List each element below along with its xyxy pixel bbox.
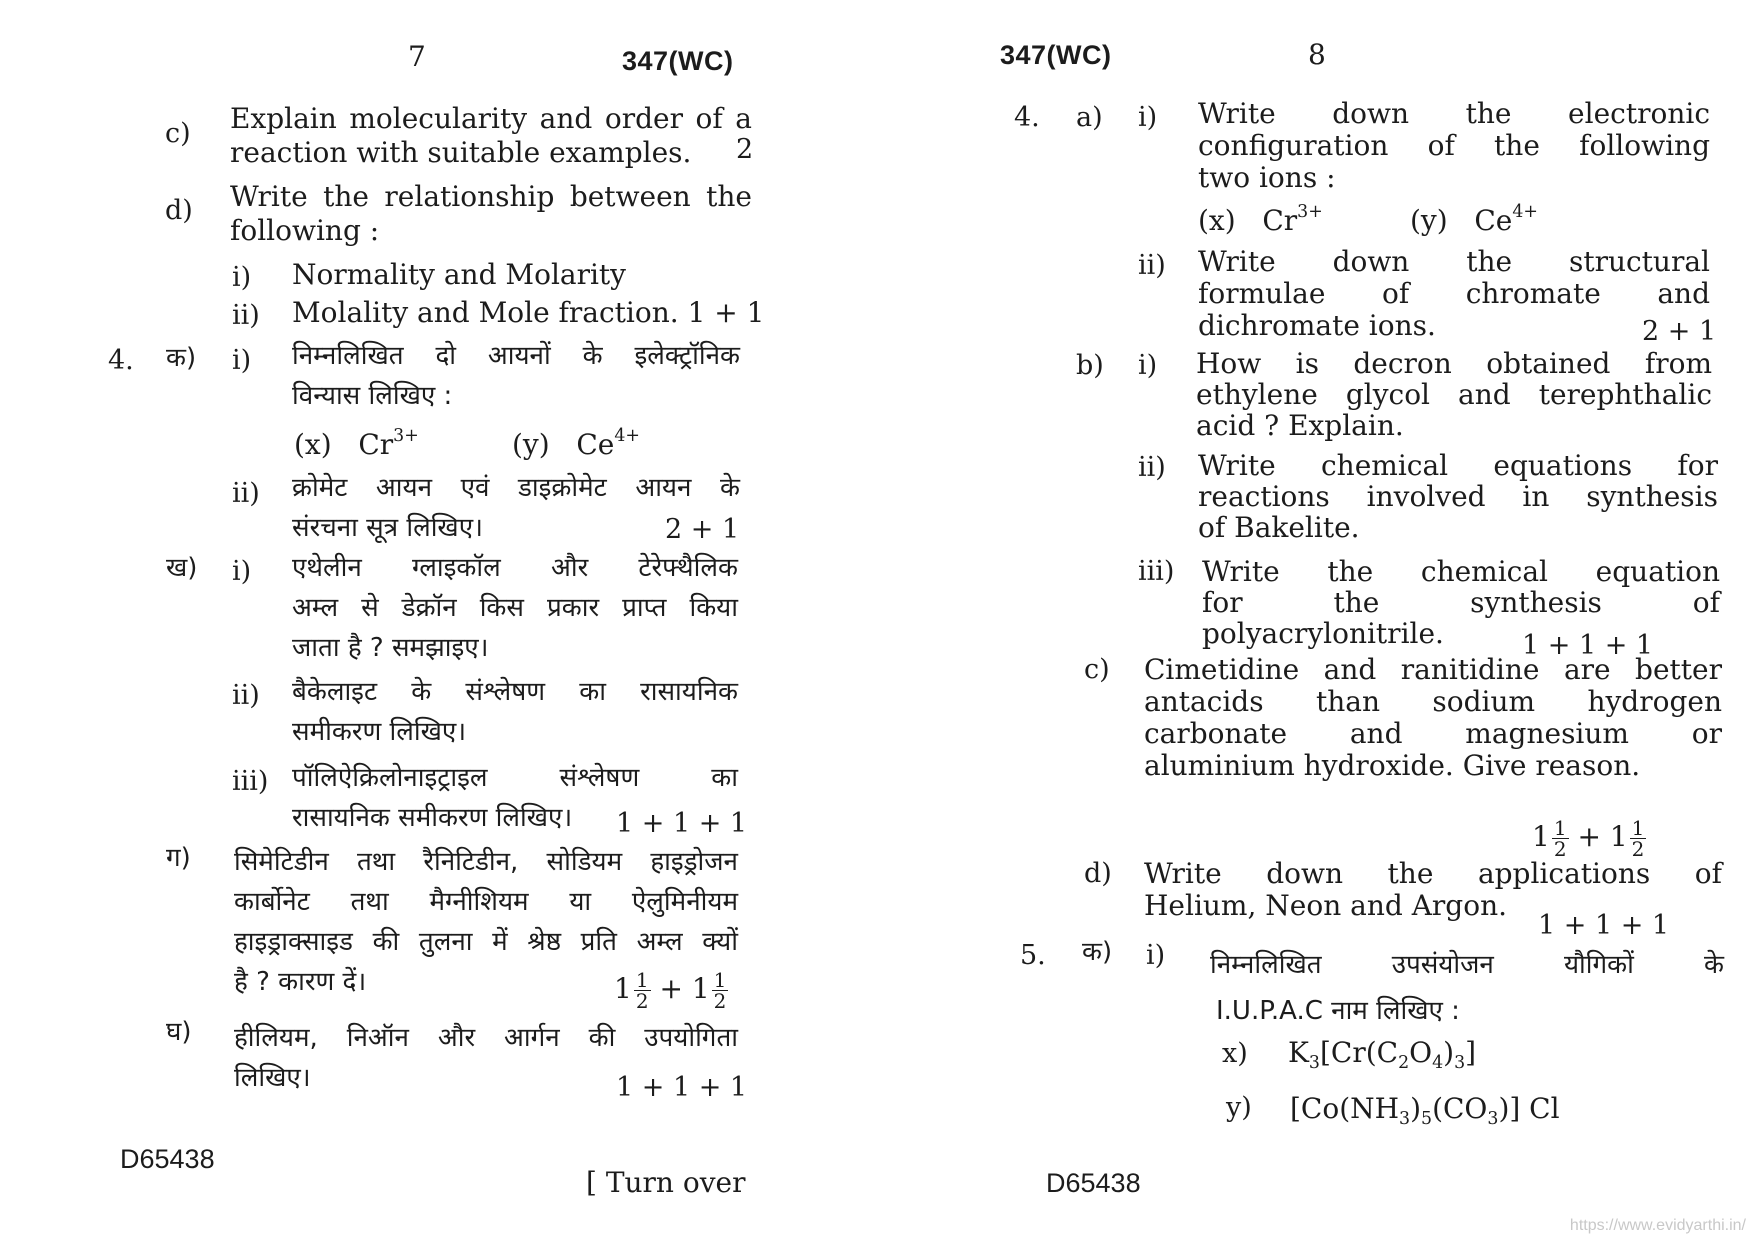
hindi-text-ga: सिमेटिडीन तथा रैनिटिडीन, सोडियम हाइड्रोजन कार्बोनेट तथा मैग्नीशियम या ऐलुमिनीयम हाइड्राक्साइड की तुलना में श्रेष्ठ प्रति अम्ल क्यों है ? कारण दें।: [234, 847, 738, 997]
question-label-c: c): [165, 118, 191, 149]
sub-label-i: i): [232, 345, 252, 376]
formula-y: $[Co(NH_3)_5(CO_3)]$ Cl: [1290, 1092, 1560, 1130]
sub-label-y: y): [1226, 1092, 1252, 1123]
question-number-4: 4.: [1014, 102, 1040, 133]
paper-code: 347(WC): [622, 46, 734, 76]
hindi-text-kha-ii: बैकेलाइट के संश्लेषण का रासायनिक समीकरण लिखिए।: [292, 677, 738, 747]
marks-ka: 2 + 1: [665, 514, 740, 545]
question-number-4: 4.: [108, 345, 134, 376]
formula-x: $K_3[Cr(C_2O_4)_3]$: [1288, 1036, 1477, 1074]
question-b-iii-text: Write the chemical equation for the synthesis of polyacrylonitrile.: [1202, 555, 1720, 650]
sub-label-iii: iii): [232, 766, 269, 797]
question-label-c: c): [1084, 654, 1110, 685]
hindi-label-ga: ग): [166, 843, 191, 873]
footer-code: D65438: [120, 1144, 215, 1174]
question-label-d: d): [1084, 858, 1112, 889]
hindi-label-ka: क): [166, 343, 197, 373]
relation-ii: Molality and Mole fraction. 1 + 1: [292, 296, 765, 329]
marks-ga: 1 $\frac{1}{2}$ + 1 $\frac{1}{2}$: [614, 968, 727, 1013]
question-b-i-text: How is decron obtained from ethylene glycol and terephthalic acid ? Explain.: [1196, 347, 1712, 442]
sub-label-ii: ii): [1138, 250, 1166, 281]
sub-label-ii: ii): [1138, 452, 1166, 483]
marks-a: 2 + 1: [1642, 316, 1717, 347]
question-label-a: a): [1076, 102, 1103, 133]
question-c-text: Cimetidine and ranitidine are better antacids than sodium hydrogen carbonate and magnesium or aluminium hydroxide. Give reason.: [1144, 653, 1722, 782]
footer-code: D65438: [1046, 1168, 1141, 1198]
ion-y: (y) $Ce^{4+}$: [512, 425, 640, 461]
hindi-text-gha: हीलियम, निऑन और आर्गन की उपयोगिता लिखिए।: [234, 1023, 738, 1093]
sub-label-iii: iii): [1138, 556, 1175, 587]
sub-label-x: x): [1222, 1038, 1248, 1069]
question-c-text: Explain molecularity and order of a reaction with suitable examples.: [230, 102, 752, 169]
marks-b: 1 + 1 + 1: [1522, 630, 1654, 661]
marks-gha: 1 + 1 + 1: [616, 1072, 748, 1103]
hindi-label-kha: ख): [166, 553, 198, 583]
question-d-text: Write the relationship between the following :: [230, 180, 752, 247]
page-number: 8: [1308, 38, 1326, 71]
sub-label-i: i): [1138, 102, 1158, 133]
hindi-label-ka: क): [1082, 937, 1113, 967]
sub-label-i: i): [1146, 940, 1166, 971]
marks-kha: 1 + 1 + 1: [616, 808, 748, 839]
sub-label-ii: ii): [232, 478, 260, 509]
paper-code: 347(WC): [1000, 40, 1112, 70]
question-d-text: Write down the applications of Helium, Neon and Argon.: [1144, 857, 1722, 922]
sub-label-i: i): [232, 556, 252, 587]
hindi-label-gha: घ): [166, 1017, 192, 1047]
hindi-text-kha-i: एथेलीन ग्लाइकॉल और टेरेफ्थैलिक अम्ल से डेक्रॉन किस प्रकार प्राप्त किया जाता है ? समझाइए।: [292, 553, 738, 663]
ion-x: (x) $Cr^{3+}$: [1198, 201, 1323, 237]
hindi-text-ka-ii: क्रोमेट आयन एवं डाइक्रोमेट आयन के संरचना सूत्र लिखिए।: [292, 473, 740, 543]
hindi-text-kha-iii: पॉलिऐक्रिलोनाइट्राइल संश्लेषण का रासायनिक समीकरण लिखिए।: [292, 763, 738, 833]
question-b-ii-text: Write chemical equations for reactions involved in synthesis of Bakelite.: [1198, 449, 1718, 544]
hindi-text-5-ka-i: निम्नलिखित उपसंयोजन यौगिकों के I.U.P.A.C नाम लिखिए :: [1210, 950, 1724, 1026]
question-label-b: b): [1076, 350, 1104, 381]
marks-c: 1 $\frac{1}{2}$ + 1 $\frac{1}{2}$: [1532, 816, 1645, 861]
right-page: [880, 0, 1754, 1241]
question-number-5: 5.: [1020, 940, 1046, 971]
sub-label-i: i): [1138, 350, 1158, 381]
marks-c: 2: [736, 134, 754, 165]
question-label-d: d): [165, 195, 193, 226]
marks-d: 1 + 1 + 1: [1538, 910, 1670, 941]
question-a-i-text: Write down the electronic configuration of the following two ions :: [1198, 97, 1710, 194]
ion-y: (y) $Ce^{4+}$: [1410, 201, 1538, 237]
watermark: https://www.evidyarthi.in/: [1569, 1217, 1746, 1234]
hindi-text-ka-i: निम्नलिखित दो आयनों के इलेक्ट्रॉनिक विन्यास लिखिए :: [292, 341, 740, 411]
sub-label-i: i): [232, 262, 252, 293]
sub-label-ii: ii): [232, 300, 260, 331]
relation-i: Normality and Molarity: [292, 258, 627, 291]
left-page: [0, 0, 860, 1241]
ion-x: (x) $Cr^{3+}$: [294, 425, 419, 461]
turn-over: [ Turn over: [586, 1166, 746, 1199]
page-number: 7: [408, 40, 426, 73]
sub-label-ii: ii): [232, 680, 260, 711]
question-a-ii-text: Write down the structural formulae of chromate and dichromate ions.: [1198, 245, 1710, 342]
